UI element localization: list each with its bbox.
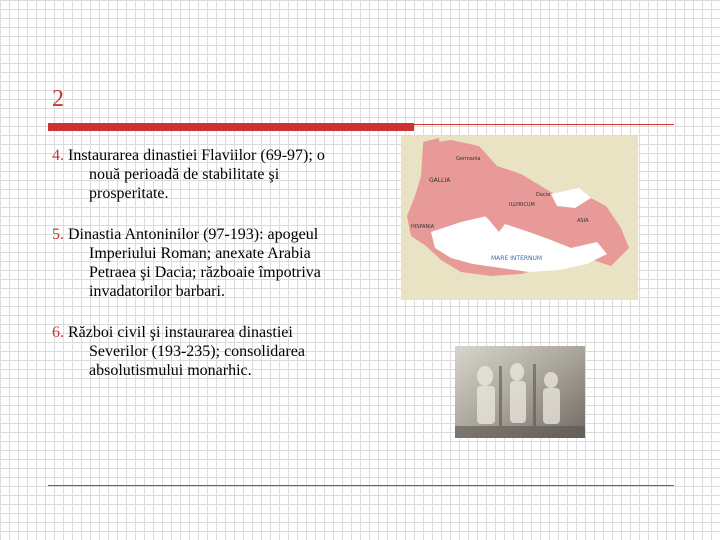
map-label-gallia: GALLIA: [429, 177, 451, 184]
bullet-list: [52, 146, 352, 402]
item-number: 5.: [52, 226, 64, 243]
item-text: Instaurarea dinastiei Flaviilor (69-97); o nouă perioadă de stabilitate şi prosperitate.: [68, 147, 325, 202]
list-item: [52, 323, 352, 380]
map-label-hispania: HISPANIA: [411, 224, 435, 230]
item-text: Dinastia Antoninilor (97-193): apogeul Imperiului Roman; anexate Arabia Petraea şi Dacia; războaie împotriva invadatorilor barbari.: [68, 226, 321, 300]
list-item: [52, 225, 352, 301]
slide-number: 2: [52, 86, 64, 112]
footer-divider: [48, 485, 674, 486]
map-label-dacia: Dacia: [536, 192, 551, 198]
map-label-illyricum: ILLYRICUM: [509, 202, 535, 208]
item-number: 6.: [52, 324, 64, 341]
relief-sculpture-image: [455, 346, 585, 438]
item-number: 4.: [52, 147, 64, 164]
map-label-asia: ASIA: [577, 218, 589, 224]
title-divider-accent: [48, 123, 414, 131]
roman-empire-map-image: [401, 136, 638, 300]
item-text: Război civil şi instaurarea dinastiei Severilor (193-235); consolidarea absolutismului monarhic.: [68, 324, 305, 379]
map-label-mare-internum: MARE INTERNUM: [491, 255, 543, 262]
list-item: [52, 146, 352, 203]
map-label-germania: Germania: [456, 156, 481, 162]
